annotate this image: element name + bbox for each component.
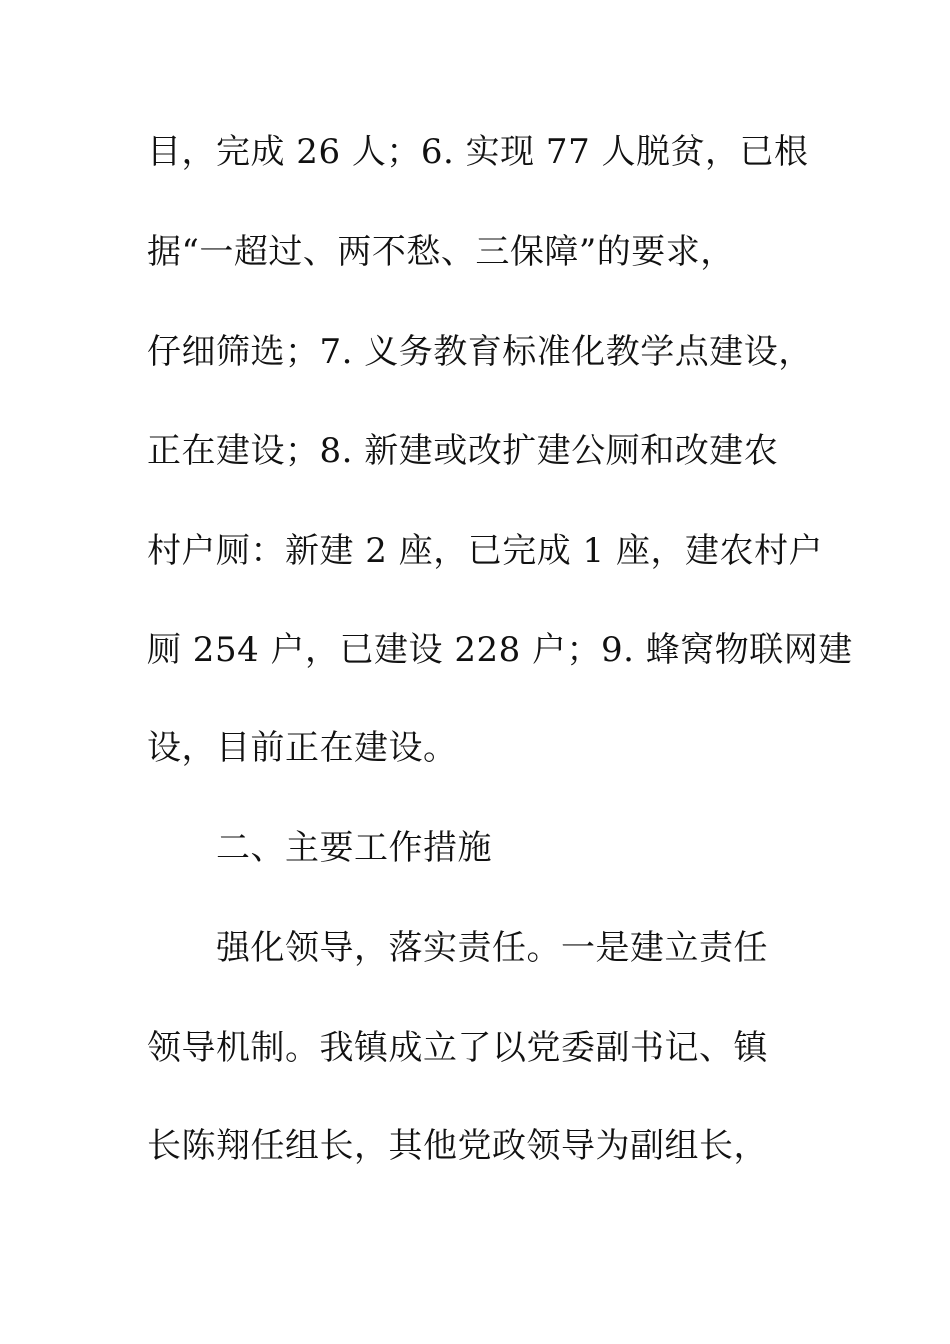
body-text-line: 长陈翔任组长，其他党政领导为副组长，	[147, 1126, 768, 1166]
body-text-line: 厕 254 户，已建设 228 户；9. 蜂窝物联网建	[147, 630, 853, 670]
body-text-line: 正在建设；8. 新建或改扩建公厕和改建农	[147, 431, 779, 471]
body-text-line: 据“一超过、两不愁、三保障”的要求，	[147, 232, 735, 272]
section-heading: 二、主要工作措施	[216, 828, 492, 868]
paragraph-first-line: 强化领导，落实责任。一是建立责任	[216, 928, 768, 968]
body-text-line: 目，完成 26 人；6. 实现 77 人脱贫，已根	[147, 132, 809, 172]
body-text-line: 村户厕：新建 2 座，已完成 1 座，建农村户	[147, 531, 823, 571]
body-text-line: 仔细筛选；7. 义务教育标准化教学点建设，	[147, 332, 813, 372]
body-text-line: 领导机制。我镇成立了以党委副书记、镇	[147, 1028, 768, 1068]
body-text-line: 设，目前正在建设。	[147, 728, 458, 768]
